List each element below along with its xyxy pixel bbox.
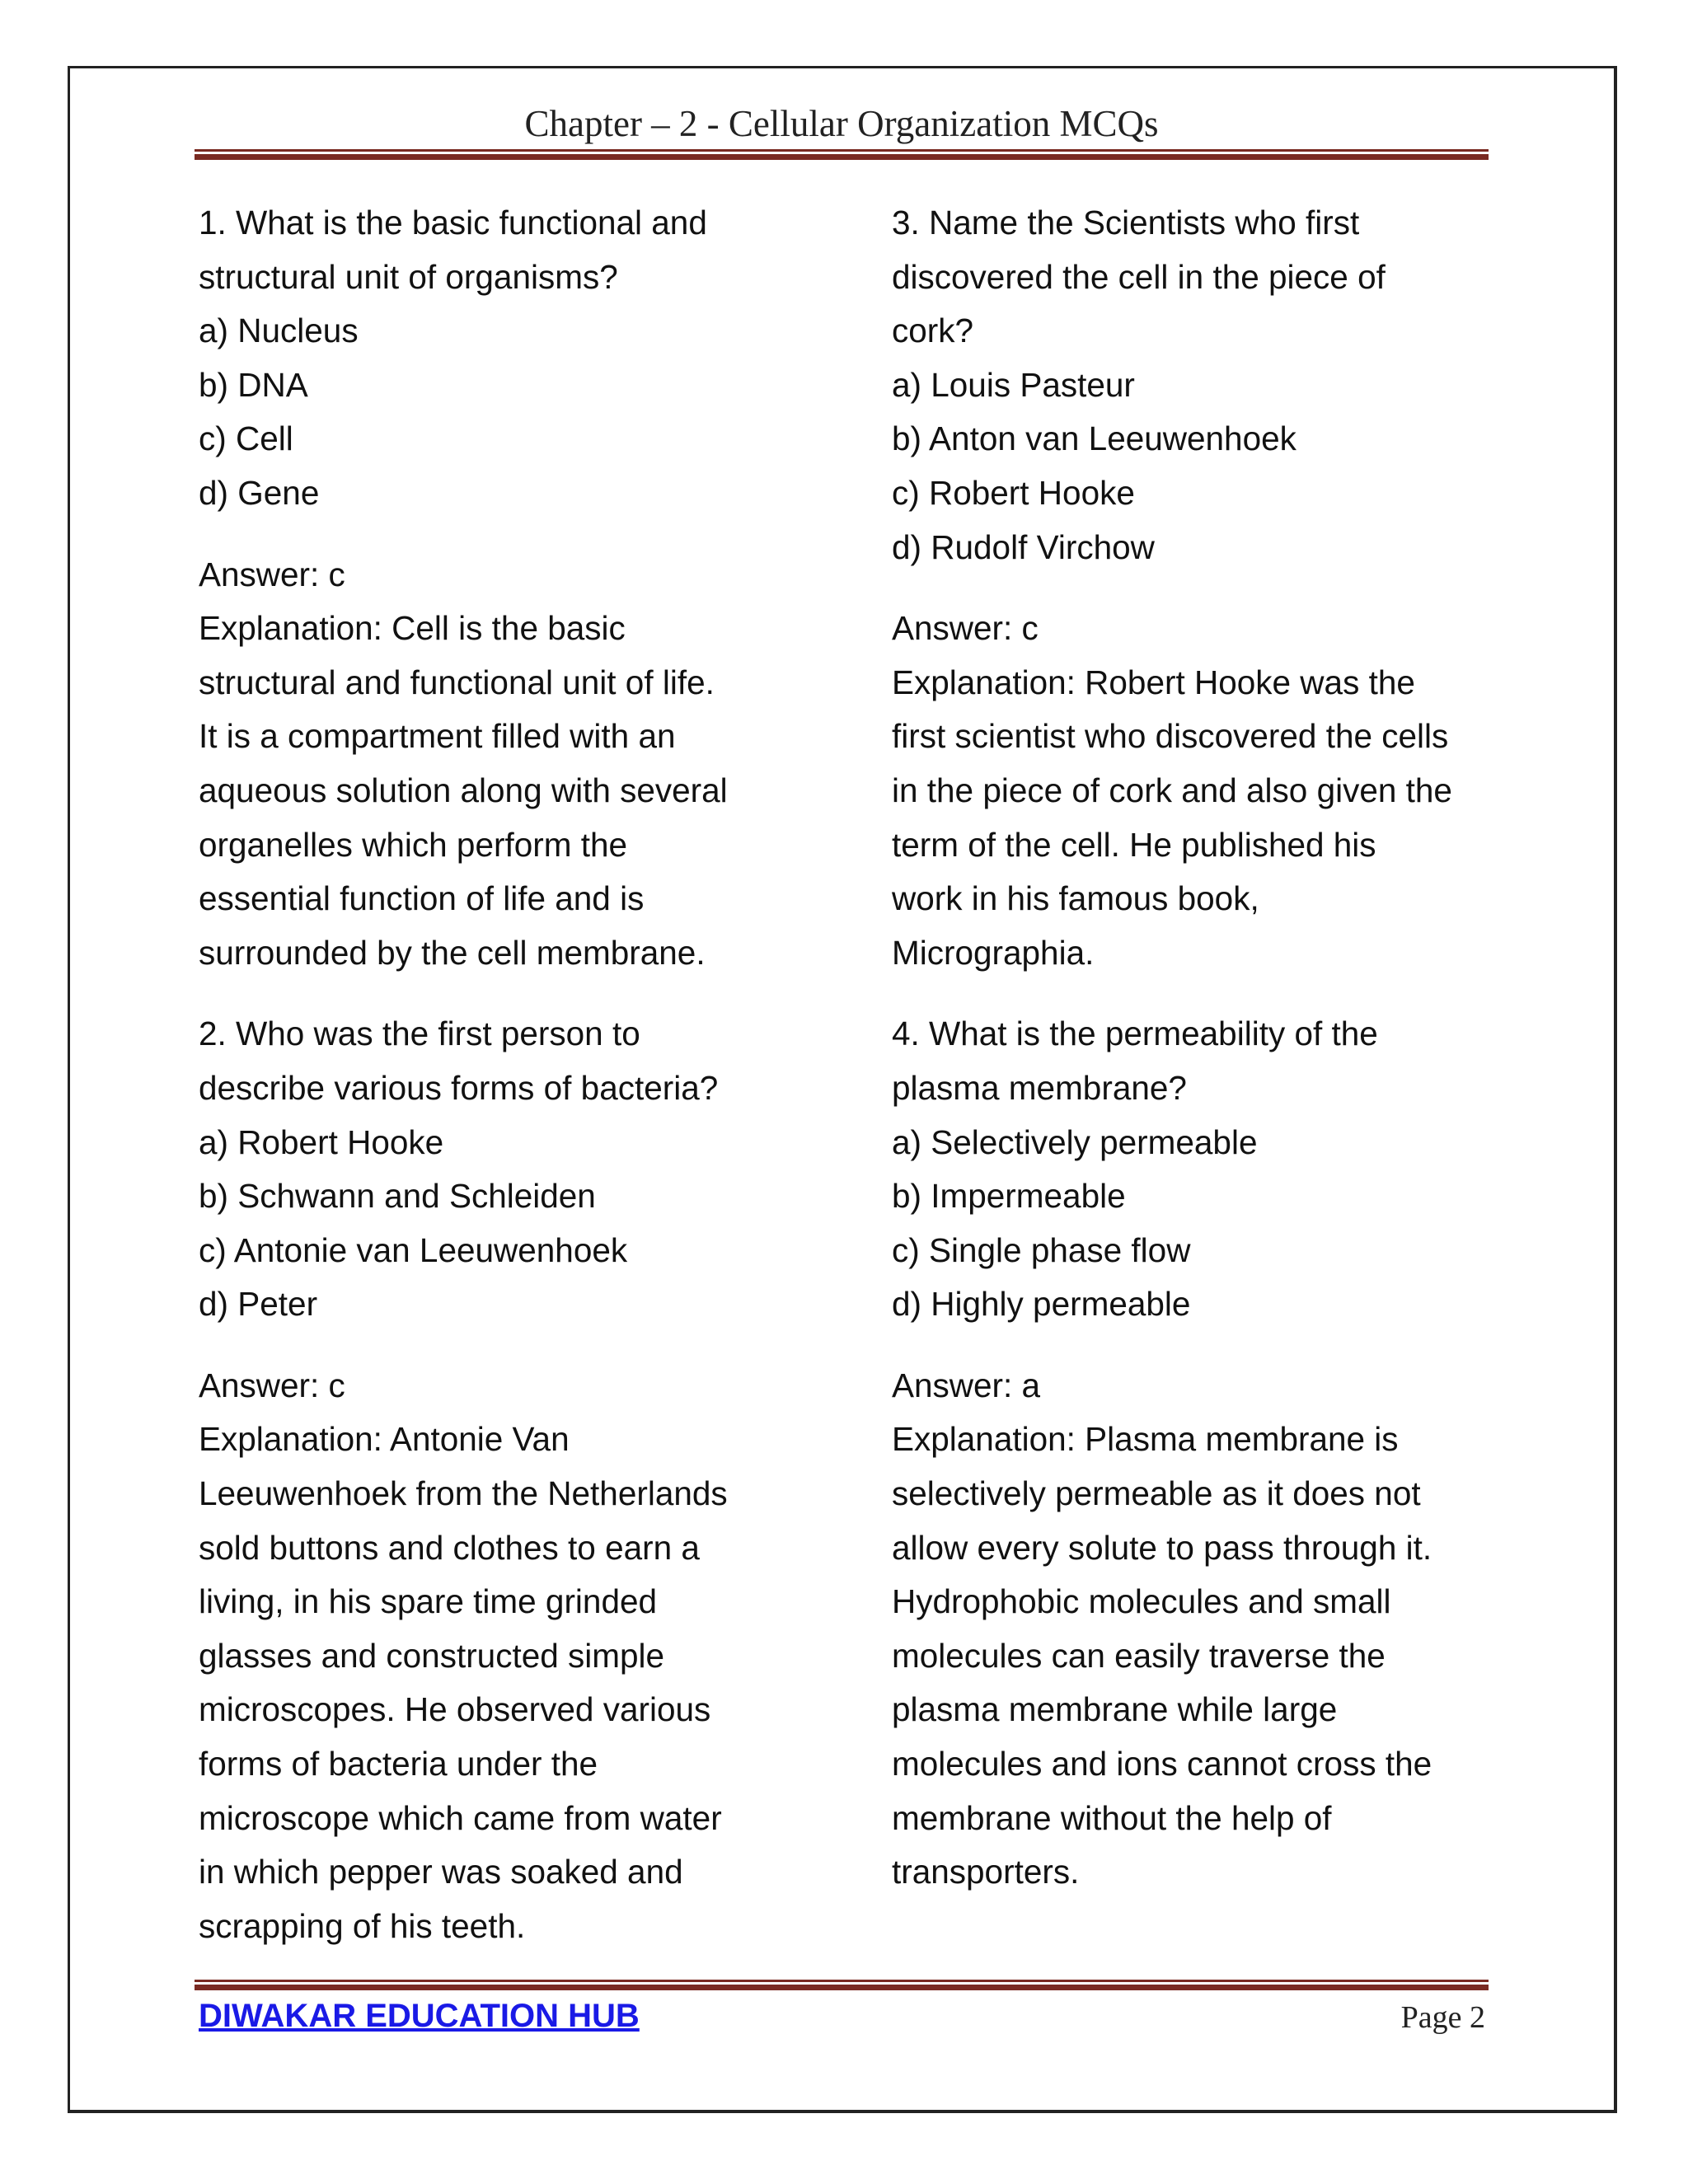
explanation-text: plasma membrane while large [892,1690,1338,1729]
page-header-title: Chapter – 2 - Cellular Organization MCQs [524,103,1159,144]
explanation-text: allow every solute to pass through it. [892,1528,1432,1567]
option-d: d) Gene [199,473,320,512]
question-text: 1. What is the basic functional and [199,204,707,241]
answer-block-2 [199,1359,800,1954]
explanation-text: first scientist who discovered the cells [892,717,1449,756]
footer-rule [195,1980,1489,1990]
explanation-text: It is a compartment filled with an [199,717,676,756]
explanation-text: Leeuwenhoek from the Netherlands [199,1474,728,1513]
option-d: d) Rudolf Virchow [892,527,1155,566]
question-text: 2. Who was the first person to [199,1015,640,1053]
explanation-text: essential function of life and is [199,879,645,918]
right-column [892,196,1493,1900]
question-text: discovered the cell in the piece of [892,257,1386,296]
explanation-text: work in his famous book, [892,879,1259,918]
explanation-text: molecules and ions cannot cross the [892,1745,1432,1783]
explanation-text: sold buttons and clothes to earn a [199,1528,700,1567]
option-a: a) Selectively permeable [892,1122,1258,1161]
option-b: b) DNA [199,365,308,404]
question-text: structural unit of organisms? [199,257,618,296]
question-text: 4. What is the permeability of the [892,1015,1378,1053]
question-text: plasma membrane? [892,1068,1187,1107]
explanation-text: transporters. [892,1853,1080,1891]
option-b: b) Anton van Leeuwenhoek [892,419,1296,458]
explanation-text: Explanation: Plasma membrane is [892,1420,1399,1459]
answer-block-3 [892,602,1493,980]
explanation-text: selectively permeable as it does not [892,1474,1421,1513]
option-a: a) Louis Pasteur [892,365,1135,404]
question-text: 3. Name the Scientists who first [892,204,1360,241]
explanation-text: Micrographia. [892,933,1095,972]
answer-label: Answer: a [892,1366,1041,1404]
answer-label: Answer: c [199,1366,345,1404]
option-c: c) Cell [199,419,293,458]
option-b: b) Schwann and Schleiden [199,1177,596,1216]
explanation-text: Explanation: Robert Hooke was the [892,663,1415,701]
option-a: a) Robert Hooke [199,1122,444,1161]
explanation-text: in the piece of cork and also given the [892,771,1452,809]
page-number: Page 2 [1400,2000,1485,2035]
explanation-text: Hydrophobic molecules and small [892,1582,1391,1621]
explanation-text: Explanation: Antonie Van [199,1420,570,1459]
question-text: cork? [892,312,974,350]
answer-block-1 [199,548,800,981]
explanation-text: microscope which came from water [199,1798,722,1837]
explanation-text: molecules can easily traverse the [892,1636,1386,1675]
option-c: c) Antonie van Leeuwenhoek [199,1230,628,1269]
header-rule [195,149,1489,160]
left-column [199,196,800,1953]
explanation-text: membrane without the help of [892,1798,1332,1837]
explanation-text: living, in his spare time grinded [199,1582,658,1621]
explanation-text: microscopes. He observed various [199,1690,711,1729]
explanation-text: structural and functional unit of life. [199,663,715,701]
question-text: describe various forms of bacteria? [199,1068,719,1107]
explanation-text: forms of bacteria under the [199,1745,598,1783]
question-block-2 [199,1007,800,1332]
explanation-text: term of the cell. He published his [892,825,1376,864]
answer-label: Answer: c [892,609,1039,648]
answer-label: Answer: c [199,555,345,593]
explanation-text: scrapping of his teeth. [199,1906,526,1945]
question-block-4 [892,1007,1493,1332]
explanation-text: organelles which perform the [199,825,628,864]
explanation-text: surrounded by the cell membrane. [199,933,706,972]
footer-brand-link[interactable]: DIWAKAR EDUCATION HUB [199,1998,640,2034]
option-b: b) Impermeable [892,1177,1126,1216]
option-d: d) Peter [199,1285,318,1324]
answer-block-4 [892,1359,1493,1900]
explanation-text: aqueous solution along with several [199,771,728,809]
option-d: d) Highly permeable [892,1285,1191,1324]
option-c: c) Single phase flow [892,1230,1191,1269]
question-block-3 [892,196,1493,574]
option-a: a) Nucleus [199,312,359,350]
explanation-text: Explanation: Cell is the basic [199,609,626,648]
question-block-1 [199,196,800,521]
explanation-text: in which pepper was soaked and [199,1853,683,1891]
explanation-text: glasses and constructed simple [199,1636,665,1675]
option-c: c) Robert Hooke [892,473,1135,512]
